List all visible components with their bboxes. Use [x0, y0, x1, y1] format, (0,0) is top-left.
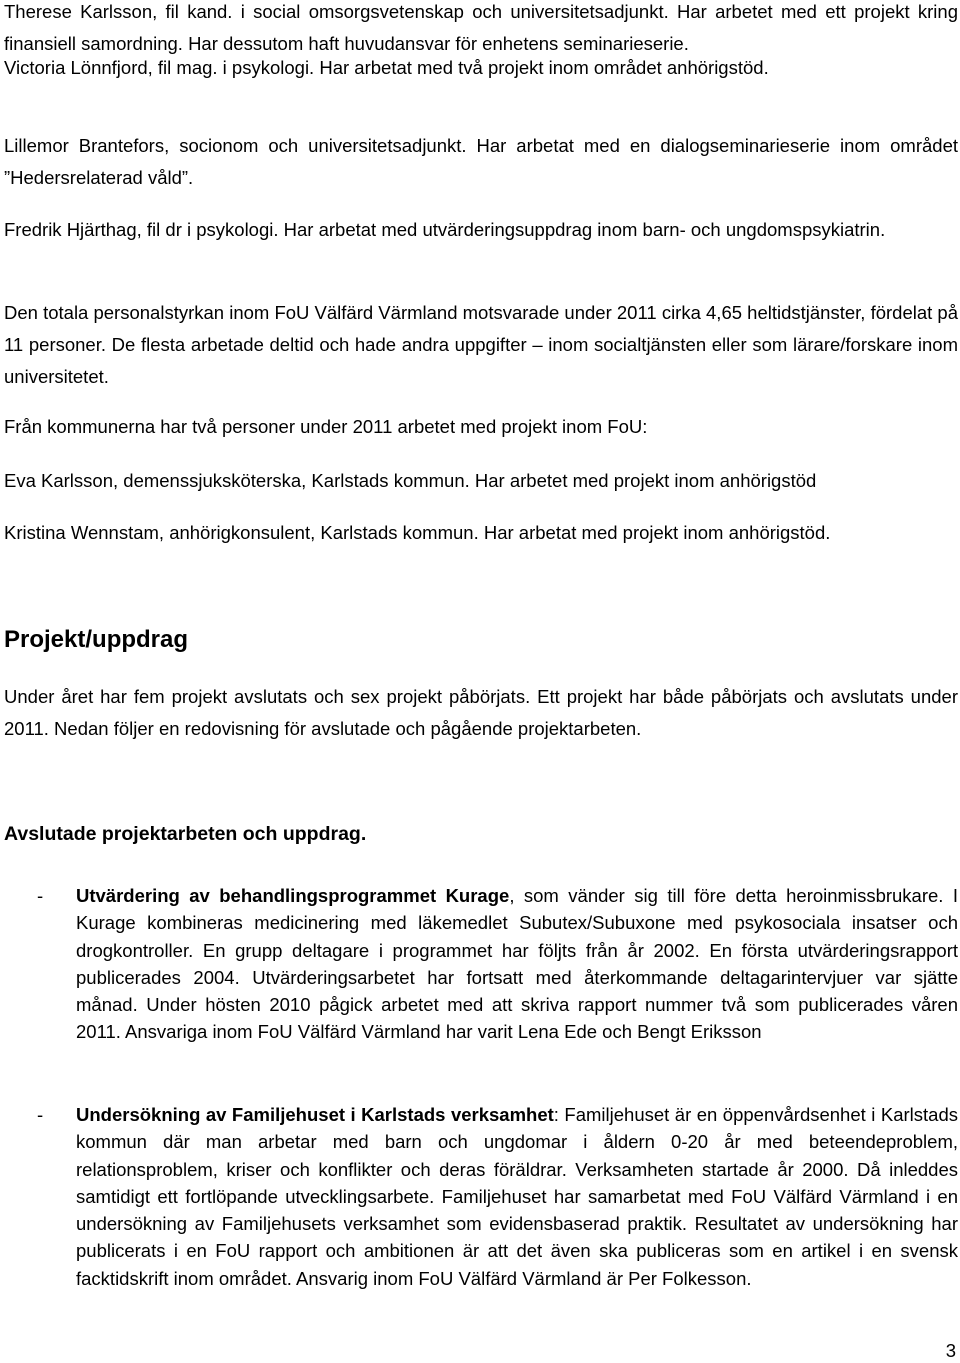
completed-project-text [76, 1101, 958, 1292]
completed-project-title: Undersökning av Familjehuset i Karlstads verksamhet [76, 1104, 554, 1125]
completed-heading: Avslutade projektarbeten och uppdrag. [4, 823, 367, 845]
completed-project-description: , som vänder sig till före detta heroinmissbrukare. I Kurage kombineras medicinering med läkemedlet Subutex/Subuxone med psykosociala insatser och drogkontroller. En grupp deltagare i programmet har följts från år 2002. En första utvärderingsrapport publicerades 2004. Utvärderingsarbetet har fortsatt med återkommande deltagarintervjuer var sjätte månad. Under hösten 2010 pågick arbetet med att skriva rapport nummer två som publicerades våren 2011. Ansvariga inom FoU Välfärd Värmland har varit Lena Ede och Bengt Eriksson [76, 885, 959, 1043]
completed-project-title: Utvärdering av behandlingsprogrammet Kurage [76, 885, 510, 906]
completed-project-description: : Familjehuset är en öppenvårdsenhet i Karlstads kommun där man arbetar med barn och ungdomar i åldern 0-20 år med beteendeproblem, relationsproblem, kriser och konflikter och deras föräldrar. Verksamheten startade år 2000. Då inleddes samtidigt ett fortlöpande utvecklingsarbete. Familjehuset har samarbetat med FoU Välfärd Värmland i en undersökning av Familjehusets verksamhet som evidensbaserad praktik. Resultatet av undersökning har publicerats i en FoU rapport och ambitionen är att det även ska publiceras som en artikel i en svensk facktidskrift inom området. Ansvarig inom FoU Välfärd Värmland är Per Folkesson. [76, 1104, 958, 1289]
staffing-summary: Den totala personalstyrkan inom FoU Välfärd Värmland motsvarade under 2011 cirka 4,65 heltidstjänster, fördelat på 11 personer. De flesta arbetade deltid och hade andra uppgifter – inom socialtjänsten eller som lärare/forskare inom universitetet. [4, 302, 958, 387]
municipality-staff-wennstam: Kristina Wennstam, anhörigkonsulent, Karlstads kommun. Har arbetat med projekt inom anhörigstöd. [4, 522, 831, 543]
staff-entry-hjarthag: Fredrik Hjärthag, fil dr i psykologi. Har arbetat med utvärderingsuppdrag inom barn- och ungdomspsykiatrin. [4, 219, 886, 240]
completed-project-text [76, 882, 958, 1046]
projects-intro: Under året har fem projekt avslutats och sex projekt påbörjats. Ett projekt har både påbörjats och avslutats under 2011. Nedan följer en redovisning för avslutade och pågående projektarbeten. [4, 686, 958, 739]
staff-entry-lonnfjord: Victoria Lönnfjord, fil mag. i psykologi. Har arbetat med två projekt inom området anhörigstöd. [4, 57, 769, 78]
projects-heading: Projekt/uppdrag [4, 626, 189, 653]
staff-entry-brantefors: Lillemor Brantefors, socionom och universitetsadjunkt. Har arbetat med en dialogseminarieserie inom området ”Hedersrelaterad våld”. [4, 135, 958, 188]
municipality-intro: Från kommunerna har två personer under 2011 arbetet med projekt inom FoU: [4, 416, 648, 437]
page-number: 3 [945, 1340, 956, 1361]
municipality-staff-karlsson: Eva Karlsson, demenssjuksköterska, Karlstads kommun. Har arbetet med projekt inom anhörigstöd [4, 470, 817, 491]
completed-project-familjehuset [4, 1101, 958, 1292]
list-bullet: - [37, 885, 44, 906]
list-bullet: - [37, 1104, 44, 1125]
completed-project-kurage [4, 882, 958, 1046]
staff-entry-karlsson: Therese Karlsson, fil kand. i social omsorgsvetenskap och universitetsadjunkt. Har arbetet med ett projekt kring finansiell samordning. Har dessutom haft huvudansvar för enhetens seminarieserie. [4, 1, 958, 54]
